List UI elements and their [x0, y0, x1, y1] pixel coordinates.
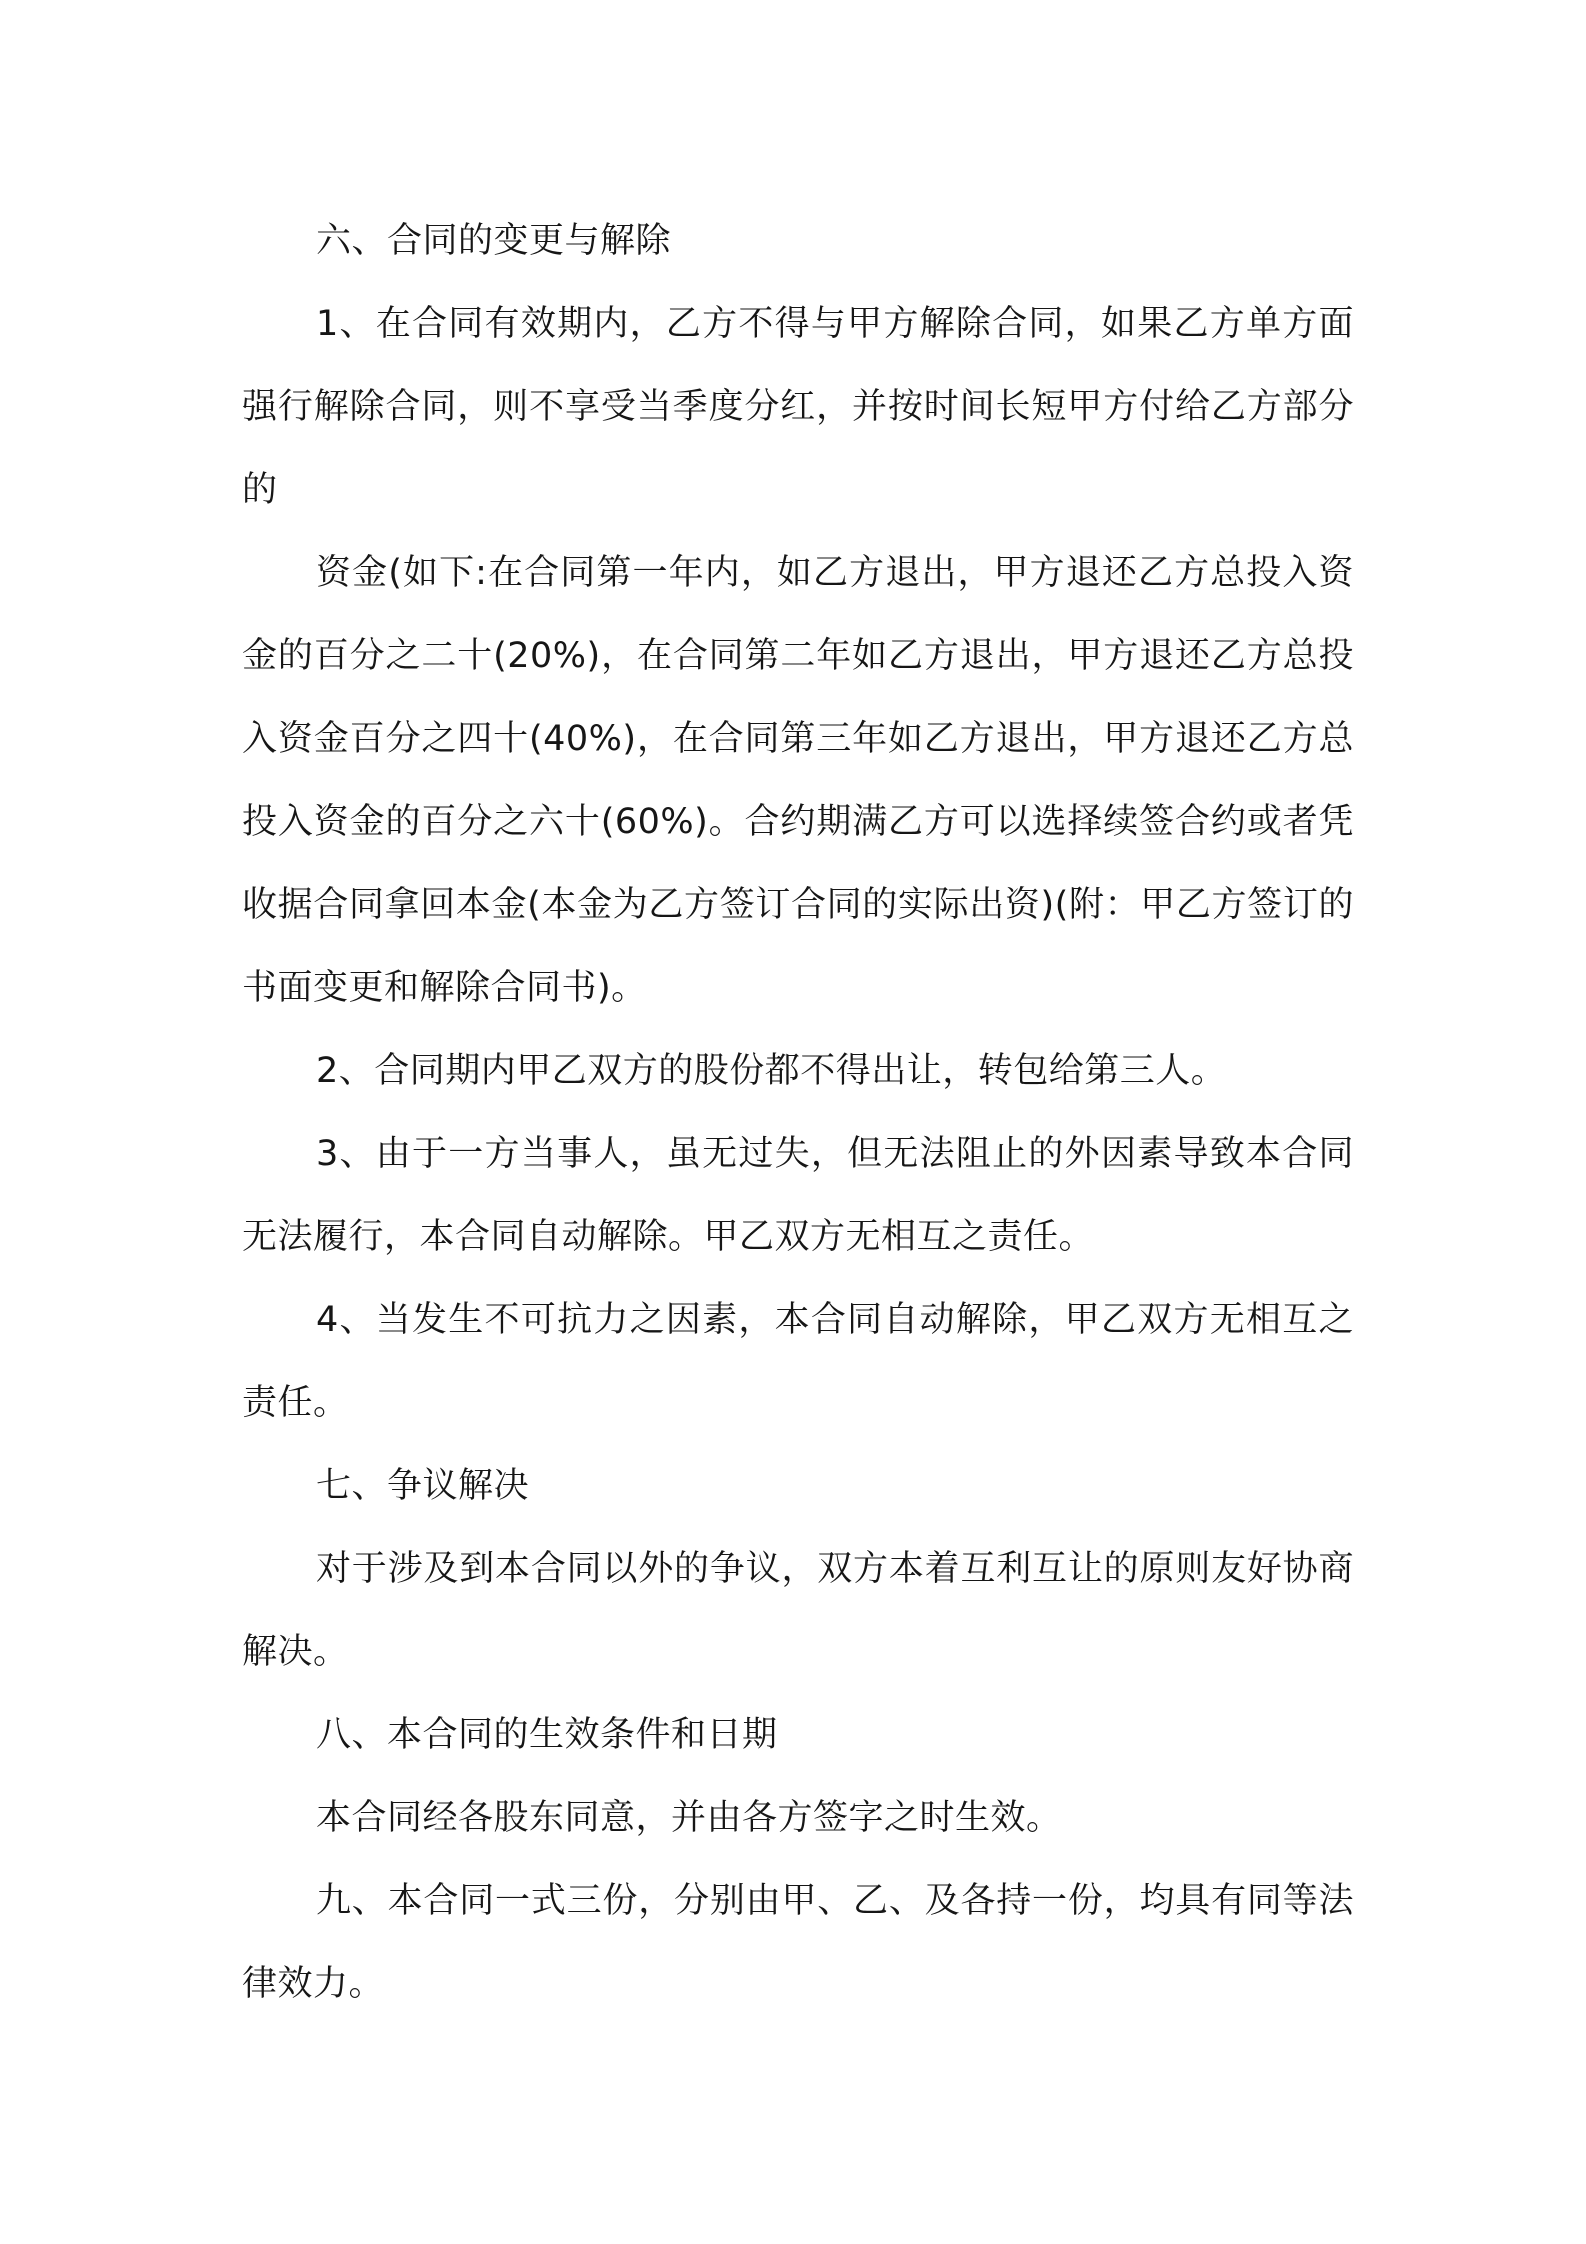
clause-6-3: 3、由于一方当事人，虽无过失，但无法阻止的外因素导致本合同无法履行，本合同自动解除。甲乙双方无相互之责任。	[242, 1134, 1354, 1257]
clause-6-4: 4、当发生不可抗力之因素，本合同自动解除，甲乙双方无相互之责任。	[242, 1300, 1354, 1423]
section-heading-8: 八、本合同的生效条件和日期	[316, 1715, 778, 1755]
clause-6-1-funds: 资金(如下:在合同第一年内，如乙方退出，甲方退还乙方总投入资金的百分之二十(20%)，在合同第二年如乙方退出，甲方退还乙方总投入资金百分之四十(40%)，在合同第三年如乙方退出，甲方退还乙方总投入资金的百分之六十(60%)。合约期满乙方可以选择续签合约或者凭收据合同拿回本金(本金为乙方签订合同的实际出资)(附：甲乙方签订的书面变更和解除合同书)。	[242, 553, 1354, 1008]
clause-6-1: 1、在合同有效期内，乙方不得与甲方解除合同，如果乙方单方面强行解除合同，则不享受当季度分红，并按时间长短甲方付给乙方部分的	[242, 304, 1354, 510]
clause-7-text: 对于涉及到本合同以外的争议，双方本着互利互让的原则友好协商解决。	[242, 1549, 1354, 1672]
clause-8-text: 本合同经各股东同意，并由各方签字之时生效。	[316, 1798, 1062, 1838]
section-heading-7: 七、争议解决	[316, 1466, 530, 1506]
clause-9: 九、本合同一式三份，分别由甲、乙、及各持一份，均具有同等法律效力。	[242, 1881, 1354, 2004]
clause-6-2: 2、合同期内甲乙双方的股份都不得出让，转包给第三人。	[316, 1051, 1227, 1091]
document-body	[242, 200, 1354, 2026]
section-heading-6: 六、合同的变更与解除	[316, 221, 672, 261]
